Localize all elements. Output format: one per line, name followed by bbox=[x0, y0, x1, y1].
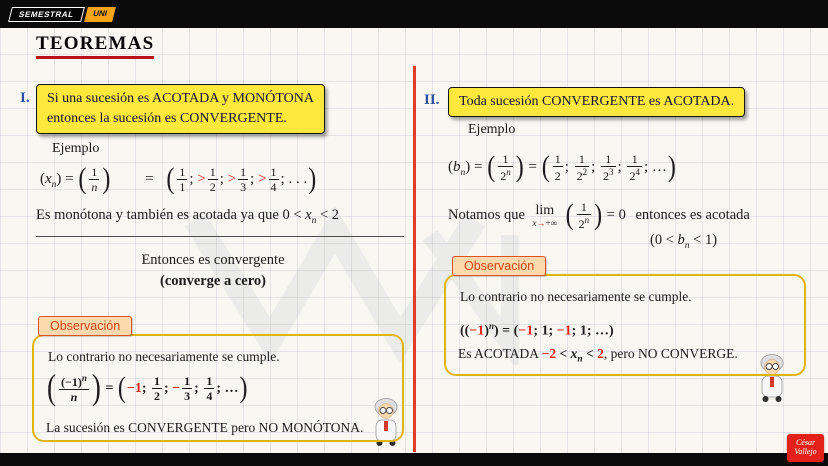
minus-sign: − bbox=[172, 381, 181, 396]
paren: (( bbox=[460, 323, 470, 339]
separator: ; bbox=[533, 323, 538, 339]
fraction-denominator: 1 bbox=[179, 180, 186, 195]
bound-subscript: n bbox=[311, 215, 317, 226]
fraction-numerator: 1 bbox=[627, 152, 642, 167]
fraction-denominator: 2 bbox=[154, 389, 160, 404]
limit-statement bbox=[448, 194, 750, 236]
paren-eq: ) = bbox=[465, 159, 483, 175]
brand-uni-label: UNI bbox=[84, 7, 116, 22]
paren: ( bbox=[448, 159, 453, 175]
bound-variable: x bbox=[570, 346, 578, 361]
fraction-numerator: 1 bbox=[270, 164, 277, 179]
big-paren: ) bbox=[515, 150, 524, 183]
limit-pre-text: Notamos que bbox=[448, 207, 525, 223]
denominator-base: 2 bbox=[629, 169, 636, 184]
fraction-denominator: 4 bbox=[270, 180, 277, 195]
observation-badge-1: Observación bbox=[38, 316, 132, 336]
numeral-one: I. bbox=[20, 90, 30, 106]
conclusion-text bbox=[70, 250, 356, 292]
separator: ; bbox=[216, 381, 221, 396]
denominator-exponent: 3 bbox=[609, 167, 614, 178]
example-label-1: Ejemplo bbox=[52, 141, 100, 156]
sequence-formula-2 bbox=[448, 144, 677, 196]
observation-badge-2: Observación bbox=[452, 256, 546, 276]
less-than: < bbox=[559, 346, 568, 361]
separator: ; bbox=[164, 381, 169, 396]
separator: ; bbox=[219, 171, 224, 187]
separator: ; bbox=[141, 381, 147, 396]
fraction bbox=[498, 152, 513, 183]
big-paren: ) bbox=[91, 366, 101, 408]
fraction bbox=[238, 165, 248, 194]
fraction-denominator: 2 bbox=[209, 180, 216, 195]
fraction-denominator bbox=[575, 167, 590, 183]
separator: ; bbox=[280, 171, 285, 187]
page-title: TEOREMAS bbox=[36, 33, 154, 59]
denominator-base: 2 bbox=[500, 169, 507, 184]
denominator-exponent: n bbox=[506, 167, 511, 178]
fraction-numerator: 1 bbox=[601, 152, 616, 167]
final-post: , pero NO CONVERGE. bbox=[603, 346, 738, 361]
separator: ; bbox=[564, 159, 569, 175]
bound-subscript: n bbox=[577, 354, 583, 365]
observation-1-line3: La sucesión es CONVERGENTE pero NO MONÓTONA. bbox=[46, 420, 364, 435]
lim-variable: x bbox=[532, 217, 537, 228]
fraction bbox=[575, 152, 590, 183]
denominator-base: 2 bbox=[554, 169, 561, 184]
bounded-range bbox=[650, 232, 717, 251]
equals-sign: = bbox=[105, 381, 114, 396]
term: 1 bbox=[541, 323, 549, 339]
bound-variable: x bbox=[305, 207, 312, 223]
fraction bbox=[59, 373, 89, 404]
equals-sign: = bbox=[502, 323, 511, 339]
theorem-1-box bbox=[36, 84, 325, 134]
numeral-two: II. bbox=[424, 92, 440, 108]
theorem-1-line1: Si una sucesión es ACOTADA y MONÓTONA bbox=[47, 91, 314, 106]
seq-variable: x bbox=[45, 171, 52, 187]
equals-sign: = bbox=[528, 159, 537, 175]
negative-term: −1 bbox=[126, 381, 142, 396]
paren: ) bbox=[484, 323, 489, 339]
ellipsis: … bbox=[224, 381, 239, 396]
lower-bound: −2 bbox=[541, 346, 557, 361]
example-label-2: Ejemplo bbox=[468, 122, 516, 137]
bound-left: 0 < bbox=[282, 207, 302, 223]
fraction-numerator: 1 bbox=[498, 152, 513, 167]
big-paren: ) bbox=[102, 162, 111, 195]
theorem-1-line2: entonces la sucesión es CONVERGENTE. bbox=[47, 110, 287, 126]
fraction-denominator bbox=[553, 167, 563, 183]
fraction-numerator: 1 bbox=[554, 151, 561, 166]
negative-one: −1 bbox=[469, 323, 485, 339]
paren: ( bbox=[513, 323, 519, 339]
fraction bbox=[553, 152, 563, 183]
separator: ; bbox=[571, 323, 577, 339]
ellipsis: … bbox=[594, 323, 609, 339]
cesar-vallejo-logo bbox=[787, 434, 824, 462]
fraction bbox=[208, 165, 218, 194]
denominator-exponent: 4 bbox=[635, 167, 640, 178]
conclusion-line1: Entonces es convergente bbox=[141, 252, 285, 268]
big-paren: ( bbox=[166, 162, 175, 195]
ellipsis: . . . bbox=[288, 171, 308, 187]
statement-text: Es monótona y también es acotada ya que bbox=[36, 207, 279, 223]
fraction-denominator: n bbox=[91, 180, 98, 195]
greater-than-sign: > bbox=[258, 171, 267, 187]
big-paren: ) bbox=[308, 162, 317, 195]
seq-variable: b bbox=[453, 159, 461, 175]
paren: ) bbox=[494, 323, 499, 339]
big-paren: ( bbox=[487, 150, 496, 183]
brand-semestral-label: SEMESTRAL bbox=[8, 7, 84, 22]
fraction bbox=[601, 152, 616, 183]
fraction-denominator: 3 bbox=[184, 389, 191, 404]
brand-badge bbox=[10, 7, 114, 22]
paren: ( bbox=[40, 171, 45, 187]
ellipsis: … bbox=[651, 159, 667, 175]
separator: ; bbox=[194, 381, 199, 396]
fraction-denominator: 4 bbox=[206, 389, 213, 404]
greater-than-sign: > bbox=[197, 171, 206, 187]
fraction-numerator: 1 bbox=[209, 164, 216, 179]
observation-formula-1 bbox=[46, 366, 249, 412]
lim-infinity: +∞ bbox=[545, 217, 558, 228]
separator: ; bbox=[643, 159, 649, 175]
observation-box-1 bbox=[32, 334, 404, 442]
observation-box-2 bbox=[444, 274, 806, 376]
fraction-numerator: 1 bbox=[206, 374, 213, 389]
logo-line1: César bbox=[795, 438, 816, 447]
bound-close: < 1) bbox=[693, 232, 718, 248]
big-paren: ( bbox=[541, 150, 550, 183]
limit-operator bbox=[533, 204, 558, 228]
upper-bound: 2 bbox=[597, 346, 604, 361]
bound-subscript: n bbox=[684, 240, 690, 251]
equals-sign: = bbox=[145, 171, 154, 187]
fraction bbox=[89, 165, 99, 194]
exponent: n bbox=[488, 321, 494, 331]
fraction bbox=[269, 165, 279, 194]
paren-eq: ) = bbox=[56, 171, 74, 187]
lim-subscript bbox=[533, 219, 558, 228]
denominator-base: 2 bbox=[576, 169, 583, 184]
separator: ; bbox=[591, 159, 596, 175]
bottom-bar bbox=[0, 453, 828, 466]
separator: ; bbox=[586, 323, 592, 339]
term: 1 bbox=[579, 323, 587, 339]
separator: ; bbox=[617, 159, 622, 175]
less-than: < bbox=[586, 346, 594, 361]
bound-variable: b bbox=[677, 232, 685, 248]
big-paren: ( bbox=[565, 198, 574, 231]
arrow-icon: → bbox=[536, 217, 546, 228]
fraction bbox=[177, 165, 187, 194]
limit-post-text: entonces es acotada bbox=[635, 207, 750, 223]
fraction bbox=[182, 374, 192, 403]
observation-2-final bbox=[458, 346, 738, 365]
theorem-2-box bbox=[448, 87, 745, 117]
fraction-denominator: n bbox=[70, 390, 78, 405]
observation-1-line1: Lo contrario no necesariamente se cumple. bbox=[48, 349, 280, 364]
fraction-denominator bbox=[498, 167, 513, 183]
negative-term: −1 bbox=[556, 323, 572, 339]
fraction bbox=[204, 374, 214, 403]
separator: ; bbox=[250, 171, 255, 187]
column-divider bbox=[413, 66, 416, 452]
fraction-denominator bbox=[601, 167, 616, 183]
top-bar bbox=[0, 0, 828, 28]
big-paren: ( bbox=[47, 366, 56, 408]
fraction bbox=[627, 152, 642, 183]
fraction-numerator: 1 bbox=[240, 164, 247, 179]
fraction bbox=[152, 374, 162, 403]
lim-word: lim bbox=[535, 202, 555, 218]
fraction-denominator bbox=[577, 215, 592, 231]
separator: ; bbox=[189, 171, 194, 187]
observation-2-line1: Lo contrario no necesariamente se cumple. bbox=[460, 289, 692, 304]
fraction-denominator bbox=[627, 167, 642, 183]
equals-zero: = 0 bbox=[606, 207, 626, 223]
conclusion-line2: (converge a cero) bbox=[159, 273, 266, 290]
seq-subscript: n bbox=[460, 168, 466, 178]
fraction bbox=[577, 200, 592, 231]
big-paren: ( bbox=[117, 371, 126, 405]
logo-line2: Vallejo bbox=[794, 447, 817, 457]
greater-than-sign: > bbox=[227, 171, 237, 187]
monotone-statement bbox=[36, 207, 404, 237]
fraction-numerator bbox=[59, 373, 89, 390]
separator: ; bbox=[548, 323, 554, 339]
final-pre: Es ACOTADA bbox=[458, 346, 539, 361]
big-paren: ) bbox=[239, 371, 248, 405]
paren: ) bbox=[608, 323, 614, 339]
seq-subscript: n bbox=[51, 180, 57, 190]
bound-open: (0 < bbox=[650, 232, 674, 248]
numerator-base: (−1) bbox=[61, 375, 82, 390]
fraction-numerator: 1 bbox=[575, 152, 590, 167]
denominator-base: 2 bbox=[578, 217, 585, 232]
denominator-base: 2 bbox=[603, 169, 610, 184]
big-paren: ( bbox=[78, 162, 87, 195]
denominator-exponent: n bbox=[584, 215, 590, 226]
big-paren: ) bbox=[594, 198, 603, 231]
numerator-exponent: n bbox=[81, 373, 87, 384]
denominator-exponent: 2 bbox=[582, 167, 588, 178]
theorem-2-line1: Toda sucesión CONVERGENTE es ACOTADA. bbox=[459, 94, 735, 109]
big-paren: ) bbox=[667, 150, 676, 183]
fraction-numerator: 1 bbox=[577, 200, 592, 215]
fraction-denominator: 3 bbox=[240, 180, 247, 195]
fraction-numerator: 1 bbox=[154, 374, 160, 389]
negative-term: −1 bbox=[518, 323, 534, 339]
fraction-numerator: 1 bbox=[179, 164, 186, 179]
fraction-numerator: 1 bbox=[91, 164, 98, 179]
sequence-formula-1 bbox=[40, 158, 317, 206]
observation-formula-2 bbox=[460, 314, 614, 344]
fraction-numerator: 1 bbox=[184, 374, 191, 389]
bound-right: < 2 bbox=[319, 207, 339, 223]
